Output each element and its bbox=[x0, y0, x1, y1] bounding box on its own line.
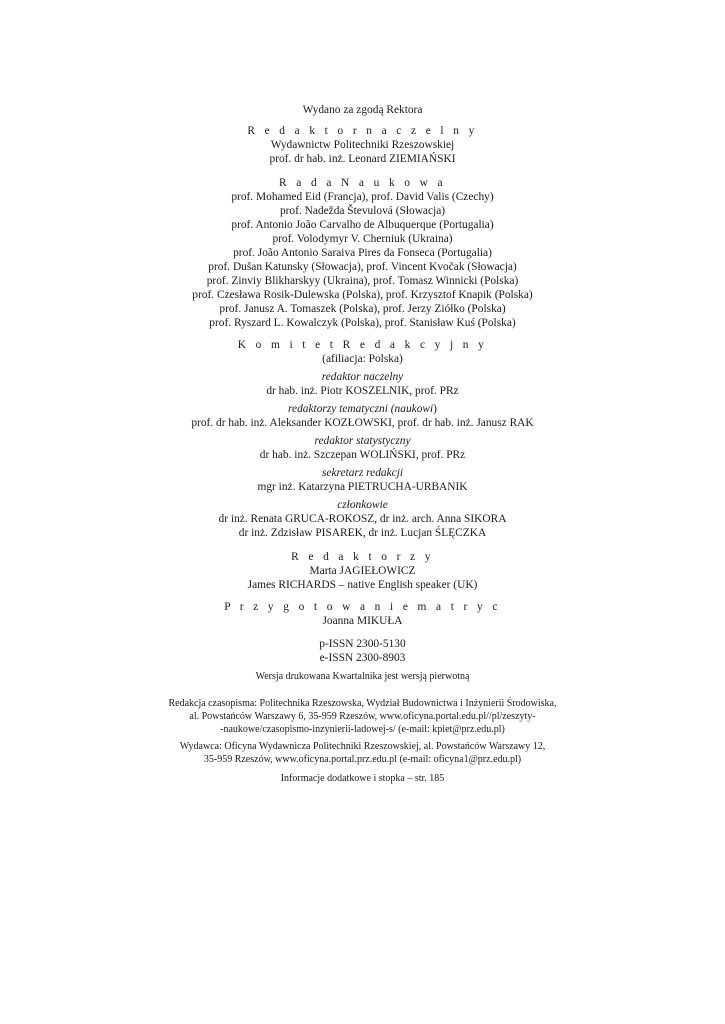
chief-editor-section bbox=[120, 124, 605, 166]
thematic-editors-label bbox=[120, 402, 605, 416]
matrix-prep-section bbox=[120, 600, 605, 628]
members-line: dr inż. Renata GRUCA-ROKOSZ, dr inż. arch. Anna SIKORA bbox=[218, 513, 507, 525]
editorial-committee-section bbox=[120, 338, 605, 540]
print-note-section bbox=[120, 670, 605, 683]
thematic-editors-names: prof. dr hab. inż. Aleksander KOZŁOWSKI, prof. dr hab. inż. Janusz RAK bbox=[191, 417, 534, 429]
board-member-line: prof. Volodymyr V. Cherniuk (Ukraina) bbox=[272, 233, 453, 245]
chief-editor-line: Wydawnictw Politechniki Rzeszowskiej bbox=[270, 139, 455, 151]
editors-title: R e d a k t o r z y bbox=[291, 551, 434, 563]
secretary-name: mgr inż. Katarzyna PIETRUCHA-URBANIK bbox=[257, 481, 468, 493]
thematic-label-part: ) bbox=[433, 403, 437, 415]
editors-line: Marta JAGIEŁOWICZ bbox=[309, 565, 416, 577]
publisher-address-line: 35-959 Rzeszów, www.oficyna.portal.prz.edu.pl (e-mail: oficyna1@prz.edu.pl) bbox=[203, 754, 522, 765]
redaction-address-line: al. Powstańców Warszawy 6, 35-959 Rzeszów, www.oficyna.portal.edu.pl//pl/zeszyty- bbox=[189, 711, 536, 722]
redaction-address-line: Redakcja czasopisma: Politechnika Rzeszowska, Wydział Budownictwa i Inżynierii Środowiska, bbox=[168, 698, 557, 709]
board-member-line: prof. João Antonio Saraiva Pires da Fonseca (Portugalia) bbox=[233, 247, 492, 259]
print-note: Wersja drukowana Kwartalnika jest wersją pierwotną bbox=[255, 671, 470, 682]
board-member-line: prof. Czesława Rosik-Dulewska (Polska), prof. Krzysztof Knapik (Polska) bbox=[192, 289, 533, 301]
editor-in-chief-label: redaktor naczelny bbox=[321, 371, 404, 383]
approval-text: Wydano za zgodą Rektora bbox=[302, 104, 423, 116]
approval-header bbox=[120, 103, 605, 117]
thematic-label-part: naukowi bbox=[394, 403, 434, 415]
scientific-board-title: R a d a N a u k o w a bbox=[279, 177, 446, 189]
redaction-address-line: -naukowe/czasopismo-inzynierii-ladowej-s/ (e-mail: kpiet@prz.edu.pl) bbox=[220, 724, 505, 735]
board-member-line: prof. Dušan Katunsky (Słowacja), prof. Vincent Kvočak (Słowacja) bbox=[208, 261, 517, 273]
secretary-label: sekretarz redakcji bbox=[321, 467, 404, 479]
members-label: członkowie bbox=[337, 499, 388, 511]
board-member-line: prof. Ryszard L. Kowalczyk (Polska), prof. Stanisław Kuś (Polska) bbox=[209, 317, 516, 329]
publisher-address-section bbox=[120, 740, 605, 766]
editor-in-chief-name: dr hab. inż. Piotr KOSZELNIK, prof. PRz bbox=[266, 385, 459, 397]
board-member-line: prof. Nadežda Števulová (Słowacja) bbox=[279, 205, 446, 217]
editors-line: James RICHARDS – native English speaker (UK) bbox=[247, 579, 478, 591]
editorial-committee-title: K o m i t e t R e d a k c y j n y bbox=[237, 339, 488, 351]
additional-info-section bbox=[120, 772, 605, 785]
issn-section bbox=[120, 637, 605, 665]
statistical-editor-label: redaktor statystyczny bbox=[314, 435, 411, 447]
statistical-editor-name: dr hab. inż. Szczepan WOLIŃSKI, prof. PRz bbox=[259, 449, 466, 461]
editors-section bbox=[120, 550, 605, 592]
scientific-board-section bbox=[120, 176, 605, 330]
board-member-line: prof. Mohamed Eid (Francja), prof. David Valis (Czechy) bbox=[231, 191, 494, 203]
thematic-label-part: redaktorzy tematyczni ( bbox=[288, 403, 395, 415]
chief-editor-line: prof. dr hab. inż. Leonard ZIEMIAŃSKI bbox=[269, 153, 456, 165]
committee-affiliation: (afiliacja: Polska) bbox=[322, 353, 403, 365]
board-member-line: prof. Antonio João Carvalho de Albuquerque (Portugalia) bbox=[231, 219, 494, 231]
members-line: dr inż. Zdzisław PISAREK, dr inż. Lucjan ŚLĘCZKA bbox=[238, 527, 487, 539]
additional-info: Informacje dodatkowe i stopka – str. 185 bbox=[280, 773, 445, 784]
publisher-address-line: Wydawca: Oficyna Wydawnicza Politechniki Rzeszowskiej, al. Powstańców Warszawy 12, bbox=[179, 741, 546, 752]
electronic-issn: e-ISSN 2300-8903 bbox=[319, 652, 406, 664]
board-member-line: prof. Janusz A. Tomaszek (Polska), prof. Jerzy Ziółko (Polska) bbox=[219, 303, 506, 315]
print-issn: p-ISSN 2300-5130 bbox=[319, 638, 406, 650]
board-member-line: prof. Zinviy Blikharskyy (Ukraina), prof. Tomasz Winnicki (Polska) bbox=[206, 275, 519, 287]
redaction-address-section bbox=[120, 697, 605, 736]
matrix-prep-title: P r z y g o t o w a n i e m a t r y c bbox=[224, 601, 501, 613]
chief-editor-title: R e d a k t o r n a c z e l n y bbox=[247, 125, 478, 137]
matrix-prep-name: Joanna MIKUŁA bbox=[322, 615, 403, 627]
